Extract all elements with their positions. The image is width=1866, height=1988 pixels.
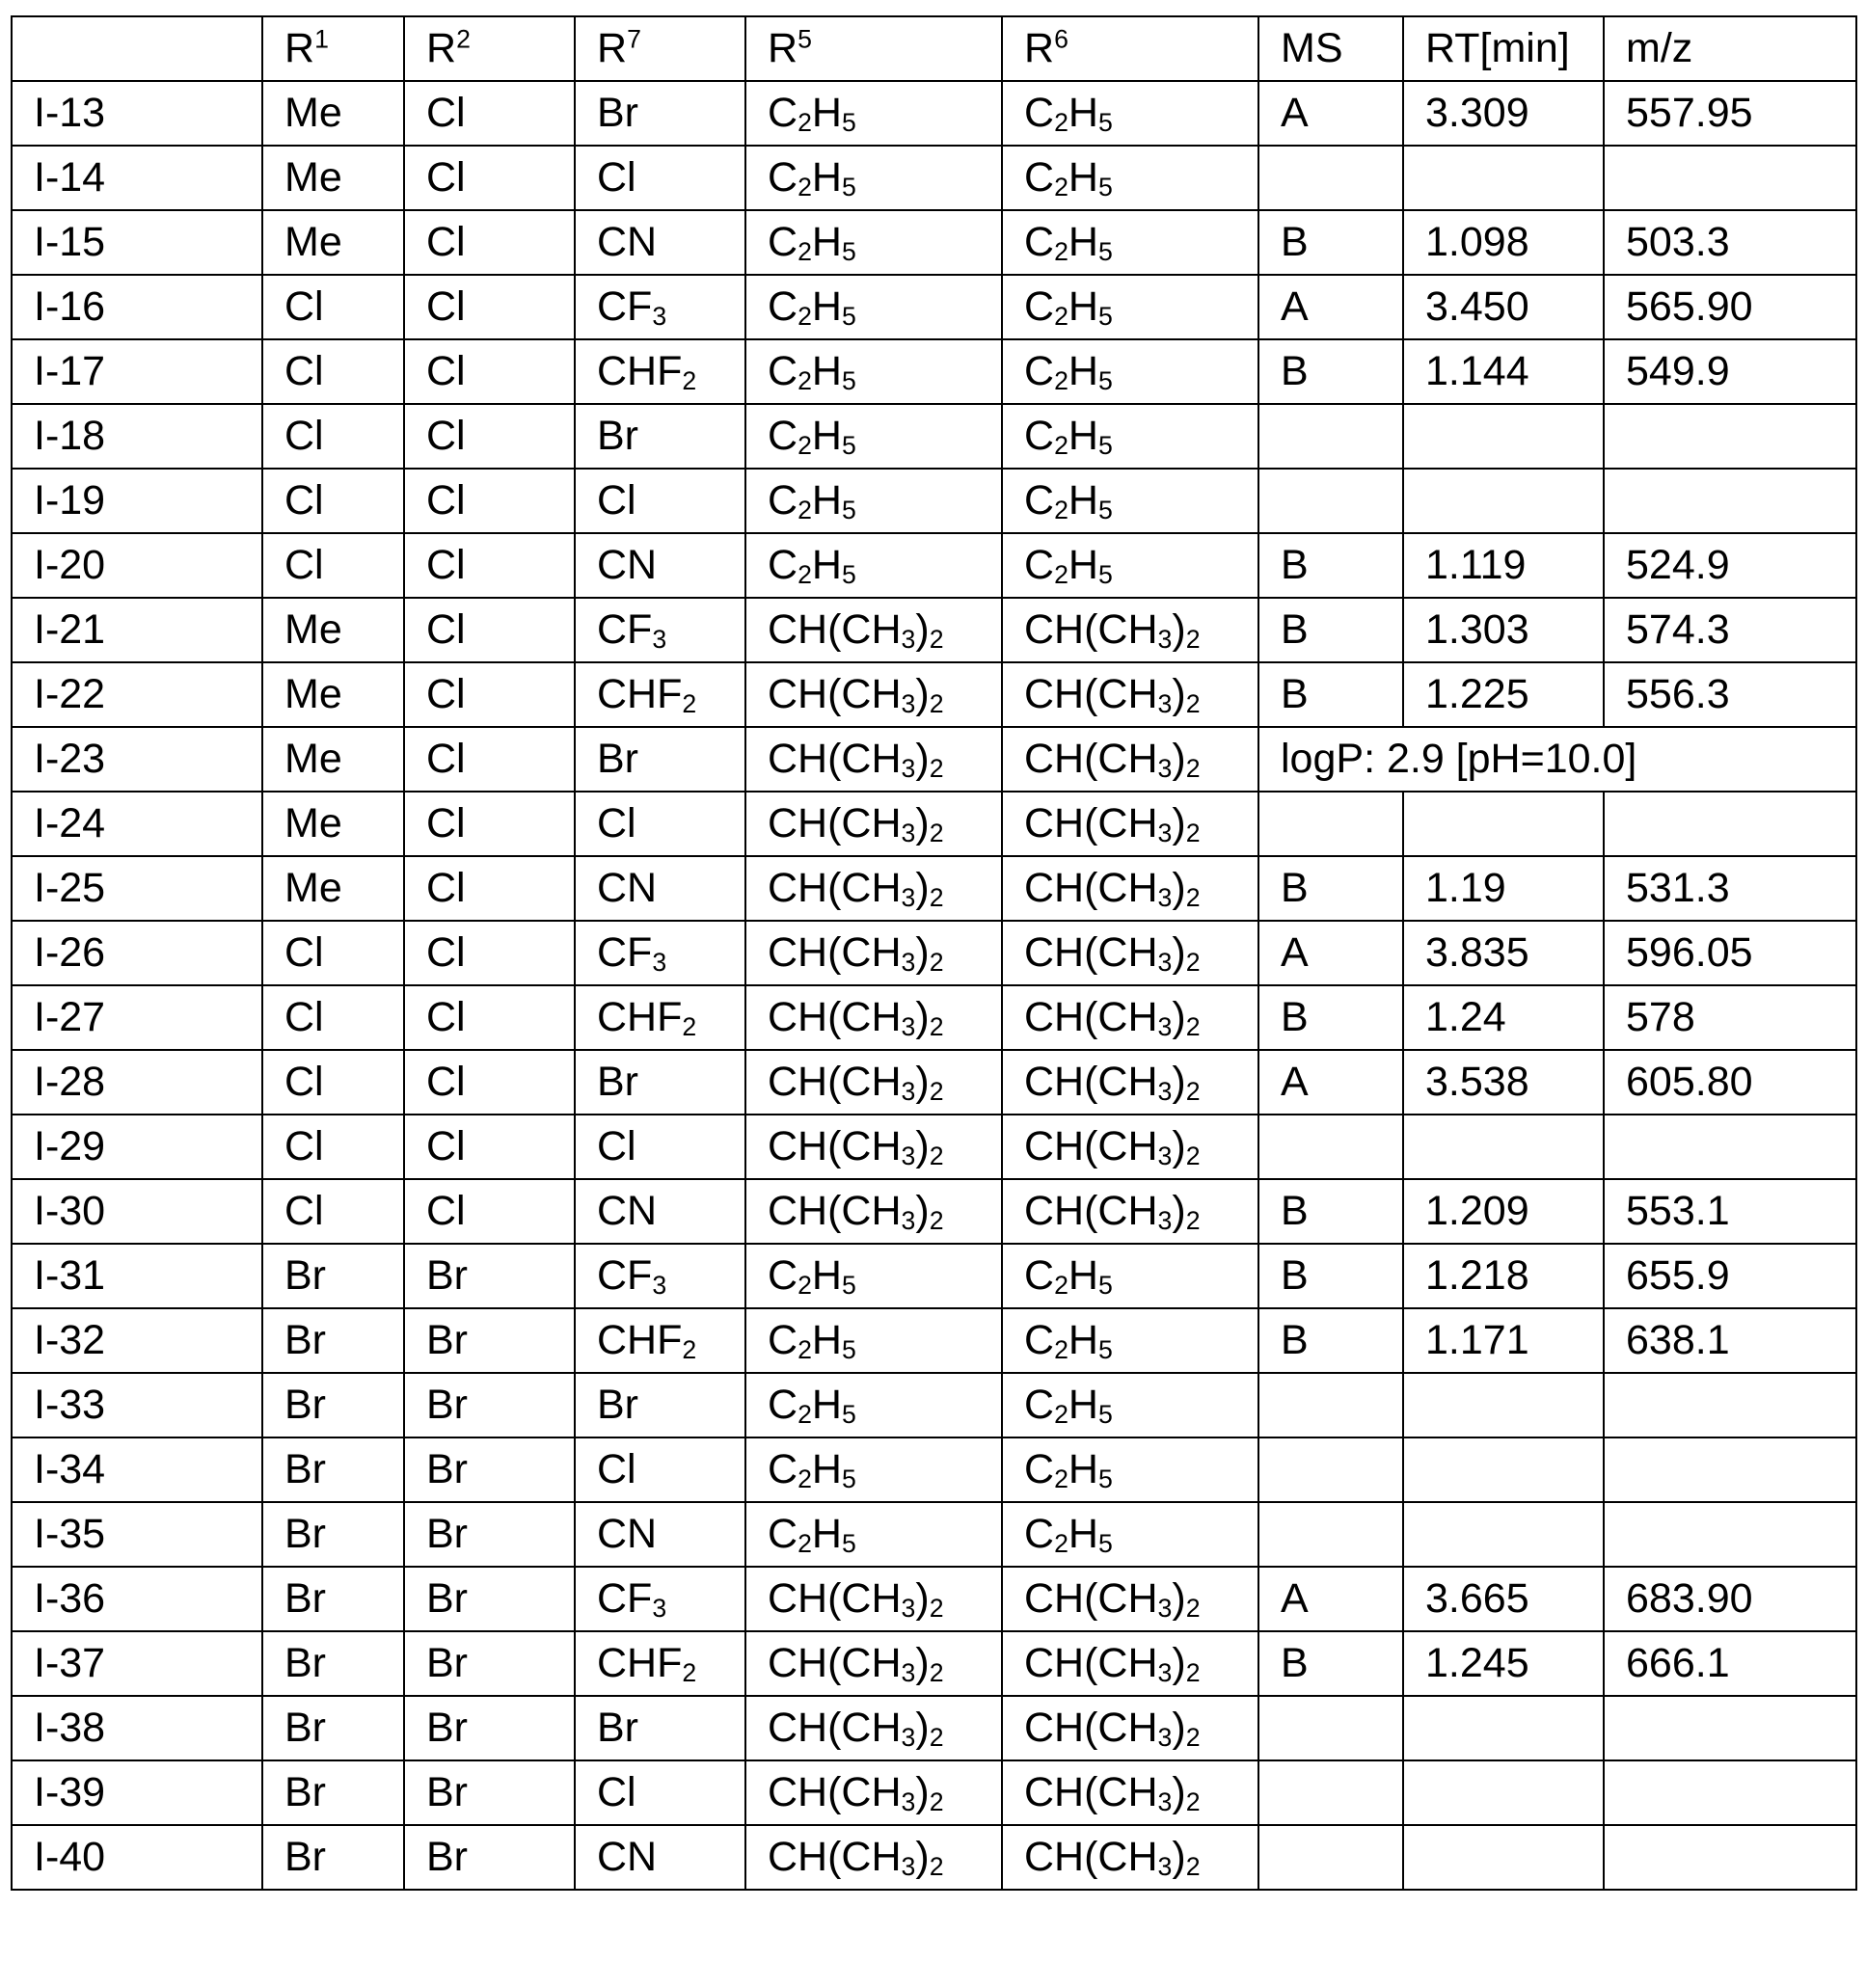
cell-r6: $C_2H_5$ <box>1002 1502 1258 1567</box>
cell-r5: $CH(CH_3)_2$ <box>745 1050 1002 1115</box>
cell-r6: $C_2H_5$ <box>1002 1244 1258 1308</box>
cell-mz: 605.80 <box>1604 1050 1856 1115</box>
cell-r1: Br <box>262 1825 404 1890</box>
cell-rt: 3.538 <box>1403 1050 1604 1115</box>
table-row <box>12 662 1856 727</box>
cell-r6: $CH(CH_3)_2$ <box>1002 1179 1258 1244</box>
cell-mz <box>1604 1373 1856 1437</box>
table-row <box>12 792 1856 856</box>
cell-ms: B <box>1258 985 1403 1050</box>
cell-r1: Me <box>262 662 404 727</box>
cell-rt: 1.24 <box>1403 985 1604 1050</box>
cell-mz <box>1604 1437 1856 1502</box>
cell-r2: Br <box>404 1696 575 1760</box>
cell-r7: $CF_3$ <box>575 921 745 985</box>
cell-id: I-23 <box>12 727 262 792</box>
cell-id: I-33 <box>12 1373 262 1437</box>
cell-ms: A <box>1258 1567 1403 1631</box>
cell-rt <box>1403 1502 1604 1567</box>
header-r5: $R^5$ <box>745 16 1002 81</box>
cell-mz: 531.3 <box>1604 856 1856 921</box>
cell-r7: Cl <box>575 469 745 533</box>
cell-id: I-20 <box>12 533 262 598</box>
cell-r6: $CH(CH_3)_2$ <box>1002 1760 1258 1825</box>
cell-r1: Br <box>262 1631 404 1696</box>
table-row <box>12 985 1856 1050</box>
cell-r2: Br <box>404 1437 575 1502</box>
cell-mz <box>1604 1502 1856 1567</box>
cell-ms: B <box>1258 1631 1403 1696</box>
cell-rt: 3.309 <box>1403 81 1604 146</box>
cell-rt: 1.19 <box>1403 856 1604 921</box>
cell-rt <box>1403 1437 1604 1502</box>
cell-r1: Cl <box>262 533 404 598</box>
cell-r6: $C_2H_5$ <box>1002 533 1258 598</box>
cell-id: I-18 <box>12 404 262 469</box>
cell-r1: Br <box>262 1502 404 1567</box>
cell-r6: $C_2H_5$ <box>1002 404 1258 469</box>
cell-r6: $C_2H_5$ <box>1002 469 1258 533</box>
cell-rt: 1.098 <box>1403 210 1604 275</box>
cell-r2: Cl <box>404 598 575 662</box>
cell-rt: 3.665 <box>1403 1567 1604 1631</box>
cell-mz <box>1604 1696 1856 1760</box>
header-row <box>12 16 1856 81</box>
cell-r2: Br <box>404 1631 575 1696</box>
cell-r5: $CH(CH_3)_2$ <box>745 662 1002 727</box>
cell-rt: 1.225 <box>1403 662 1604 727</box>
header-r7: $R^7$ <box>575 16 745 81</box>
cell-ms: A <box>1258 81 1403 146</box>
cell-r7: Cl <box>575 792 745 856</box>
compound-data-table <box>11 15 1857 1891</box>
cell-rt: 3.835 <box>1403 921 1604 985</box>
cell-ms: B <box>1258 598 1403 662</box>
cell-r2: Br <box>404 1308 575 1373</box>
cell-r6: $CH(CH_3)_2$ <box>1002 662 1258 727</box>
cell-r5: $CH(CH_3)_2$ <box>745 1115 1002 1179</box>
table-row <box>12 146 1856 210</box>
cell-mz: 503.3 <box>1604 210 1856 275</box>
cell-r1: Me <box>262 146 404 210</box>
table-row <box>12 1437 1856 1502</box>
cell-id: I-39 <box>12 1760 262 1825</box>
cell-ms <box>1258 1373 1403 1437</box>
cell-r2: Cl <box>404 662 575 727</box>
cell-ms: B <box>1258 339 1403 404</box>
cell-r2: Br <box>404 1760 575 1825</box>
table-row <box>12 1825 1856 1890</box>
cell-r2: Cl <box>404 533 575 598</box>
cell-rt <box>1403 1115 1604 1179</box>
cell-mz <box>1604 1760 1856 1825</box>
cell-r1: Cl <box>262 985 404 1050</box>
cell-r5: $CH(CH_3)_2$ <box>745 598 1002 662</box>
cell-r2: Br <box>404 1373 575 1437</box>
cell-r2: Cl <box>404 856 575 921</box>
cell-mz <box>1604 146 1856 210</box>
cell-id: I-25 <box>12 856 262 921</box>
cell-r7: Cl <box>575 1115 745 1179</box>
cell-rt <box>1403 792 1604 856</box>
cell-r1: Cl <box>262 1050 404 1115</box>
cell-id: I-35 <box>12 1502 262 1567</box>
cell-ms: A <box>1258 921 1403 985</box>
cell-r1: Br <box>262 1437 404 1502</box>
cell-r1: Br <box>262 1308 404 1373</box>
cell-rt: 1.245 <box>1403 1631 1604 1696</box>
cell-rt: 1.171 <box>1403 1308 1604 1373</box>
cell-id: I-15 <box>12 210 262 275</box>
cell-r5: $C_2H_5$ <box>745 1244 1002 1308</box>
table-row <box>12 921 1856 985</box>
cell-r2: Cl <box>404 1115 575 1179</box>
table-row <box>12 1567 1856 1631</box>
cell-r7: $CF_3$ <box>575 598 745 662</box>
cell-r6: $CH(CH_3)_2$ <box>1002 1631 1258 1696</box>
table-row <box>12 1502 1856 1567</box>
cell-rt: 1.119 <box>1403 533 1604 598</box>
cell-r2: Cl <box>404 146 575 210</box>
cell-id: I-14 <box>12 146 262 210</box>
cell-r2: Cl <box>404 339 575 404</box>
cell-mz: 578 <box>1604 985 1856 1050</box>
cell-rt <box>1403 1825 1604 1890</box>
cell-r2: Br <box>404 1502 575 1567</box>
cell-r2: Cl <box>404 469 575 533</box>
cell-r7: $CHF_2$ <box>575 662 745 727</box>
cell-r1: Br <box>262 1373 404 1437</box>
cell-r5: $C_2H_5$ <box>745 1373 1002 1437</box>
table-body <box>12 81 1856 1890</box>
cell-r2: Cl <box>404 1050 575 1115</box>
cell-mz <box>1604 792 1856 856</box>
cell-id: I-21 <box>12 598 262 662</box>
cell-r6: $C_2H_5$ <box>1002 1373 1258 1437</box>
cell-rt <box>1403 146 1604 210</box>
cell-ms <box>1258 1502 1403 1567</box>
cell-r2: Cl <box>404 921 575 985</box>
table-row <box>12 275 1856 339</box>
cell-mz: 524.9 <box>1604 533 1856 598</box>
table-row <box>12 598 1856 662</box>
cell-ms <box>1258 404 1403 469</box>
cell-r5: $C_2H_5$ <box>745 81 1002 146</box>
cell-mz: 556.3 <box>1604 662 1856 727</box>
cell-r6: $CH(CH_3)_2$ <box>1002 1050 1258 1115</box>
cell-id: I-34 <box>12 1437 262 1502</box>
cell-r7: Br <box>575 404 745 469</box>
cell-r1: Cl <box>262 921 404 985</box>
cell-r1: Cl <box>262 1179 404 1244</box>
cell-r1: Me <box>262 792 404 856</box>
cell-mz <box>1604 404 1856 469</box>
cell-r7: Br <box>575 81 745 146</box>
cell-r2: Cl <box>404 404 575 469</box>
cell-r7: $CF_3$ <box>575 1567 745 1631</box>
cell-r6: $CH(CH_3)_2$ <box>1002 1825 1258 1890</box>
cell-rt <box>1403 404 1604 469</box>
cell-ms <box>1258 1115 1403 1179</box>
cell-rt <box>1403 1373 1604 1437</box>
cell-r2: Cl <box>404 985 575 1050</box>
cell-ms: B <box>1258 1179 1403 1244</box>
cell-r7: $CHF_2$ <box>575 985 745 1050</box>
cell-mz: 638.1 <box>1604 1308 1856 1373</box>
cell-id: I-29 <box>12 1115 262 1179</box>
cell-rt <box>1403 1696 1604 1760</box>
cell-r2: Cl <box>404 81 575 146</box>
cell-mz <box>1604 1115 1856 1179</box>
cell-r2: Cl <box>404 792 575 856</box>
cell-r5: $CH(CH_3)_2$ <box>745 985 1002 1050</box>
cell-r5: $C_2H_5$ <box>745 533 1002 598</box>
cell-r5: $CH(CH_3)_2$ <box>745 1179 1002 1244</box>
cell-ms <box>1258 469 1403 533</box>
table-row <box>12 1115 1856 1179</box>
cell-rt: 1.209 <box>1403 1179 1604 1244</box>
header-ms: MS <box>1258 16 1403 81</box>
cell-id: I-19 <box>12 469 262 533</box>
cell-r5: $C_2H_5$ <box>745 1437 1002 1502</box>
cell-r7: CN <box>575 1179 745 1244</box>
cell-r1: Br <box>262 1244 404 1308</box>
cell-r5: $CH(CH_3)_2$ <box>745 1825 1002 1890</box>
cell-r6: $CH(CH_3)_2$ <box>1002 792 1258 856</box>
cell-mz <box>1604 1825 1856 1890</box>
cell-r6: $CH(CH_3)_2$ <box>1002 727 1258 792</box>
table-row <box>12 404 1856 469</box>
cell-id: I-38 <box>12 1696 262 1760</box>
cell-ms: A <box>1258 275 1403 339</box>
cell-ms: B <box>1258 210 1403 275</box>
header-r2: $R^2$ <box>404 16 575 81</box>
cell-r7: Cl <box>575 1437 745 1502</box>
cell-id: I-22 <box>12 662 262 727</box>
cell-r5: $C_2H_5$ <box>745 146 1002 210</box>
cell-rt: 1.218 <box>1403 1244 1604 1308</box>
cell-r7: $CHF_2$ <box>575 339 745 404</box>
table-row <box>12 469 1856 533</box>
cell-id: I-37 <box>12 1631 262 1696</box>
cell-ms <box>1258 1825 1403 1890</box>
table-row <box>12 339 1856 404</box>
cell-r1: Br <box>262 1760 404 1825</box>
cell-ms <box>1258 1696 1403 1760</box>
cell-r7: CN <box>575 856 745 921</box>
cell-r1: Cl <box>262 275 404 339</box>
table-row <box>12 210 1856 275</box>
cell-ms: B <box>1258 662 1403 727</box>
cell-id: I-26 <box>12 921 262 985</box>
cell-r1: Cl <box>262 469 404 533</box>
cell-ms: B <box>1258 1308 1403 1373</box>
cell-id: I-13 <box>12 81 262 146</box>
cell-ms <box>1258 792 1403 856</box>
table-row <box>12 1760 1856 1825</box>
cell-ms: B <box>1258 533 1403 598</box>
cell-r5: $C_2H_5$ <box>745 1308 1002 1373</box>
cell-r6: $C_2H_5$ <box>1002 1308 1258 1373</box>
cell-id: I-31 <box>12 1244 262 1308</box>
cell-r5: $C_2H_5$ <box>745 275 1002 339</box>
cell-ms <box>1258 146 1403 210</box>
cell-r7: Br <box>575 1373 745 1437</box>
cell-r7: CN <box>575 1502 745 1567</box>
cell-r6: $C_2H_5$ <box>1002 339 1258 404</box>
cell-id: I-17 <box>12 339 262 404</box>
cell-rt: 3.450 <box>1403 275 1604 339</box>
cell-mz: 683.90 <box>1604 1567 1856 1631</box>
cell-ms <box>1258 1437 1403 1502</box>
cell-mz: 549.9 <box>1604 339 1856 404</box>
cell-r5: $C_2H_5$ <box>745 339 1002 404</box>
header-r6: $R^6$ <box>1002 16 1258 81</box>
cell-ms: B <box>1258 1244 1403 1308</box>
cell-r6: $CH(CH_3)_2$ <box>1002 1115 1258 1179</box>
cell-rt: 1.303 <box>1403 598 1604 662</box>
cell-r7: CN <box>575 210 745 275</box>
cell-r7: Br <box>575 727 745 792</box>
cell-r7: $CHF_2$ <box>575 1308 745 1373</box>
cell-ms <box>1258 1760 1403 1825</box>
cell-id: I-16 <box>12 275 262 339</box>
cell-mz: 557.95 <box>1604 81 1856 146</box>
cell-mz: 596.05 <box>1604 921 1856 985</box>
cell-r1: Cl <box>262 339 404 404</box>
cell-r5: $C_2H_5$ <box>745 1502 1002 1567</box>
cell-r2: Br <box>404 1244 575 1308</box>
header-rt: RT[min] <box>1403 16 1604 81</box>
cell-r7: $CF_3$ <box>575 1244 745 1308</box>
cell-id: I-27 <box>12 985 262 1050</box>
header-compound-id <box>12 16 262 81</box>
cell-r5: $CH(CH_3)_2$ <box>745 792 1002 856</box>
cell-r7: Br <box>575 1050 745 1115</box>
table-row <box>12 1631 1856 1696</box>
cell-rt <box>1403 1760 1604 1825</box>
cell-r7: $CF_3$ <box>575 275 745 339</box>
table-row <box>12 1373 1856 1437</box>
cell-r5: $CH(CH_3)_2$ <box>745 727 1002 792</box>
cell-r7: Cl <box>575 146 745 210</box>
cell-r7: Br <box>575 1696 745 1760</box>
cell-r5: $CH(CH_3)_2$ <box>745 1567 1002 1631</box>
cell-ms: B <box>1258 856 1403 921</box>
cell-id: I-24 <box>12 792 262 856</box>
cell-logp-note: logP: 2.9 [pH=10.0] <box>1258 727 1856 792</box>
cell-r6: $C_2H_5$ <box>1002 146 1258 210</box>
cell-r5: $CH(CH_3)_2$ <box>745 921 1002 985</box>
table-row <box>12 1179 1856 1244</box>
cell-id: I-30 <box>12 1179 262 1244</box>
cell-r5: $C_2H_5$ <box>745 210 1002 275</box>
cell-id: I-32 <box>12 1308 262 1373</box>
cell-r5: $C_2H_5$ <box>745 469 1002 533</box>
cell-r7: $CHF_2$ <box>575 1631 745 1696</box>
cell-ms: A <box>1258 1050 1403 1115</box>
cell-r2: Cl <box>404 727 575 792</box>
cell-r7: CN <box>575 533 745 598</box>
cell-mz: 565.90 <box>1604 275 1856 339</box>
cell-r6: $CH(CH_3)_2$ <box>1002 985 1258 1050</box>
cell-r7: CN <box>575 1825 745 1890</box>
cell-r1: Me <box>262 81 404 146</box>
cell-id: I-40 <box>12 1825 262 1890</box>
cell-r2: Cl <box>404 275 575 339</box>
cell-mz: 655.9 <box>1604 1244 1856 1308</box>
table-row <box>12 533 1856 598</box>
cell-r5: $CH(CH_3)_2$ <box>745 1760 1002 1825</box>
cell-r2: Br <box>404 1825 575 1890</box>
cell-r6: $CH(CH_3)_2$ <box>1002 921 1258 985</box>
cell-mz: 553.1 <box>1604 1179 1856 1244</box>
cell-mz <box>1604 469 1856 533</box>
cell-r6: $C_2H_5$ <box>1002 1437 1258 1502</box>
cell-r5: $CH(CH_3)_2$ <box>745 856 1002 921</box>
cell-r6: $C_2H_5$ <box>1002 275 1258 339</box>
cell-r6: $CH(CH_3)_2$ <box>1002 856 1258 921</box>
cell-r6: $CH(CH_3)_2$ <box>1002 598 1258 662</box>
table-row <box>12 1244 1856 1308</box>
table-row <box>12 1050 1856 1115</box>
cell-r1: Cl <box>262 1115 404 1179</box>
table-row <box>12 1308 1856 1373</box>
table-row <box>12 81 1856 146</box>
cell-r2: Cl <box>404 210 575 275</box>
header-mz: m/z <box>1604 16 1856 81</box>
cell-r1: Me <box>262 856 404 921</box>
table-row <box>12 856 1856 921</box>
table-row <box>12 1696 1856 1760</box>
cell-r5: $C_2H_5$ <box>745 404 1002 469</box>
cell-r7: Cl <box>575 1760 745 1825</box>
cell-r5: $CH(CH_3)_2$ <box>745 1696 1002 1760</box>
cell-r1: Cl <box>262 404 404 469</box>
cell-r1: Me <box>262 210 404 275</box>
cell-id: I-36 <box>12 1567 262 1631</box>
cell-mz: 666.1 <box>1604 1631 1856 1696</box>
cell-mz: 574.3 <box>1604 598 1856 662</box>
cell-rt <box>1403 469 1604 533</box>
cell-r6: $C_2H_5$ <box>1002 81 1258 146</box>
table-row <box>12 727 1856 792</box>
cell-id: I-28 <box>12 1050 262 1115</box>
cell-r2: Br <box>404 1567 575 1631</box>
header-r1: $R^1$ <box>262 16 404 81</box>
cell-r6: $C_2H_5$ <box>1002 210 1258 275</box>
cell-r2: Cl <box>404 1179 575 1244</box>
cell-r1: Me <box>262 727 404 792</box>
cell-r1: Br <box>262 1696 404 1760</box>
cell-r6: $CH(CH_3)_2$ <box>1002 1567 1258 1631</box>
cell-r1: Br <box>262 1567 404 1631</box>
cell-r6: $CH(CH_3)_2$ <box>1002 1696 1258 1760</box>
cell-r5: $CH(CH_3)_2$ <box>745 1631 1002 1696</box>
cell-r1: Me <box>262 598 404 662</box>
cell-rt: 1.144 <box>1403 339 1604 404</box>
